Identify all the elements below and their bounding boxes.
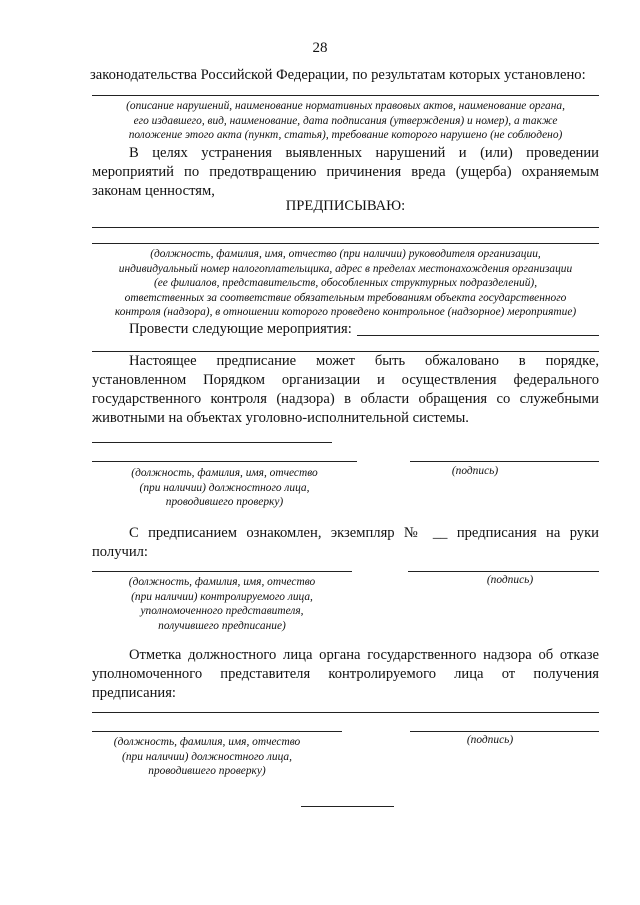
refusal-signature-line[interactable]: [410, 731, 599, 732]
inspector-note: (должность, фамилия, имя, отчество (при наличии) должностного лица, проводившего проверку): [131, 467, 318, 508]
fill-line: [92, 95, 599, 96]
paragraph-purpose: В целях устранения выявленных нарушений и (или) проведении мероприятий по предотвращению причинения вреда (ущерба) охраняемым законам ценностям,: [92, 145, 599, 199]
fill-line: [92, 243, 599, 244]
violations-note: (описание нарушений, наименование нормативных правовых актов, наименование органа, его издавшего, вид, наименование, дата подписания (утверждения) и номер), а также положение этого акта (пункт, статья), требование которого нарушено (не соблюдено): [126, 100, 565, 141]
intro-line: законодательства Российской Федерации, по результатам которых установлено:: [90, 67, 586, 83]
paragraph-refusal: Отметка должностного лица органа государственного надзора об отказе уполномоченного представителя контролируемого лица от получения предписания:: [92, 647, 599, 701]
fill-line: [92, 227, 599, 228]
responsible-note: (должность, фамилия, имя, отчество (при наличии) руководителя организации, индивидуальный номер налогоплательщика, адрес в пределах местонахождения организации (ее филиалов, представительств, обособленных структурных подразделений), ответственных за соответствие обязательным требованиям объекта государственного контроля (надзора), в отношении которого проведено контрольное (надзорное) мероприятие): [114, 248, 577, 318]
orders-heading: ПРЕДПИСЫВАЮ:: [285, 198, 406, 214]
paragraph-acknowledged: С предписанием ознакомлен, экземпляр № __ предписания на руки получил:: [92, 525, 599, 560]
page-number: 28: [312, 40, 328, 56]
measures-label: Провести следующие мероприятия:: [129, 321, 352, 337]
inspector-signature-line[interactable]: [410, 461, 599, 462]
sign-line[interactable]: [92, 442, 332, 443]
fill-line[interactable]: [92, 712, 599, 713]
inspector-signature-label: (подпись): [451, 465, 499, 477]
refusal-inspector-note: (должность, фамилия, имя, отчество (при наличии) должностного лица, проводившего проверку): [113, 736, 301, 777]
refusal-inspector-name-line[interactable]: [92, 731, 342, 732]
recipient-signature-line[interactable]: [408, 571, 599, 572]
recipient-name-line[interactable]: [92, 571, 352, 572]
refusal-signature-label: (подпись): [466, 734, 514, 746]
inspector-name-line[interactable]: [92, 461, 357, 462]
end-rule: [301, 806, 394, 807]
paragraph-appeal: Настоящее предписание может быть обжаловано в порядке, установленном Порядком организации и осуществления федерального государственного контроля (надзора) в области обращения со служебными животными на объектах уголовно-исполнительной системы.: [92, 353, 599, 426]
measures-field[interactable]: [357, 335, 599, 336]
recipient-signature-label: (подпись): [486, 574, 534, 586]
recipient-note: (должность, фамилия, имя, отчество (при наличии) контролируемого лица, уполномоченного представителя, получившего предписание): [128, 576, 316, 632]
